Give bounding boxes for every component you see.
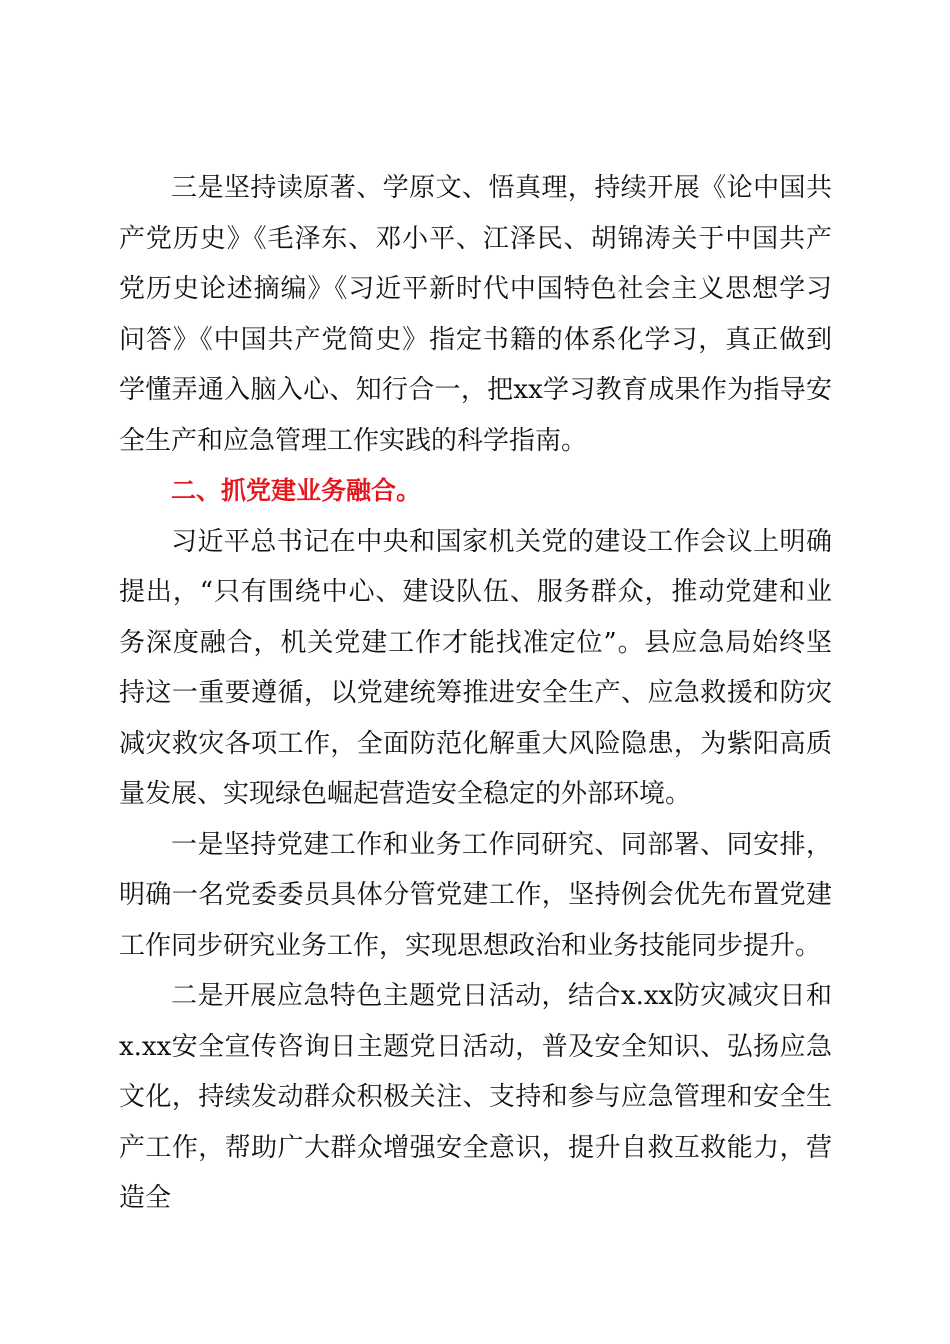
paragraph-one-party-work: 一是坚持党建工作和业务工作同研究、同部署、同安排，明确一名党委委员具体分管党建工作，坚持例会优先布置党建工作同步研究业务工作，实现思想政治和业务技能同步提升。 [119,829,832,961]
document-body [119,163,832,1224]
paragraph-xi-speech: 习近平总书记在中央和国家机关党的建设工作会议上明确提出，“只有围绕中心、建设队伍、服务群众，推动党建和业务深度融合，机关党建工作才能找准定位”。县应急局始终坚持这一重要遵循，以党建统筹推进安全生产、应急救援和防灾减灾救灾各项工作，全面防范化解重大风险隐患，为紫阳高质量发展、实现绿色崛起营造安全稳定的外部环境。 [119,526,832,809]
paragraph-three-reading: 三是坚持读原著、学原文、悟真理，持续开展《论中国共产党历史》《毛泽东、邓小平、江泽民、胡锦涛关于中国共产党历史论述摘编》《习近平新时代中国特色社会主义思想学习问答》《中国共产党简史》指定书籍的体系化学习，真正做到学懂弄通入脑入心、知行合一，把xx学习教育成果作为指导安全生产和应急管理工作实践的科学指南。 [119,173,832,456]
section-heading-party-building: 二、抓党建业务融合。 [171,476,422,505]
paragraph-two-theme-day: 二是开展应急特色主题党日活动，结合x.xx防灾减灾日和x.xx安全宣传咨询日主题党日活动，普及安全知识、弘扬应急文化，持续发动群众积极关注、支持和参与应急管理和安全生产工作，帮助广大群众增强安全意识，提升自救互救能力，营造全 [119,981,832,1213]
